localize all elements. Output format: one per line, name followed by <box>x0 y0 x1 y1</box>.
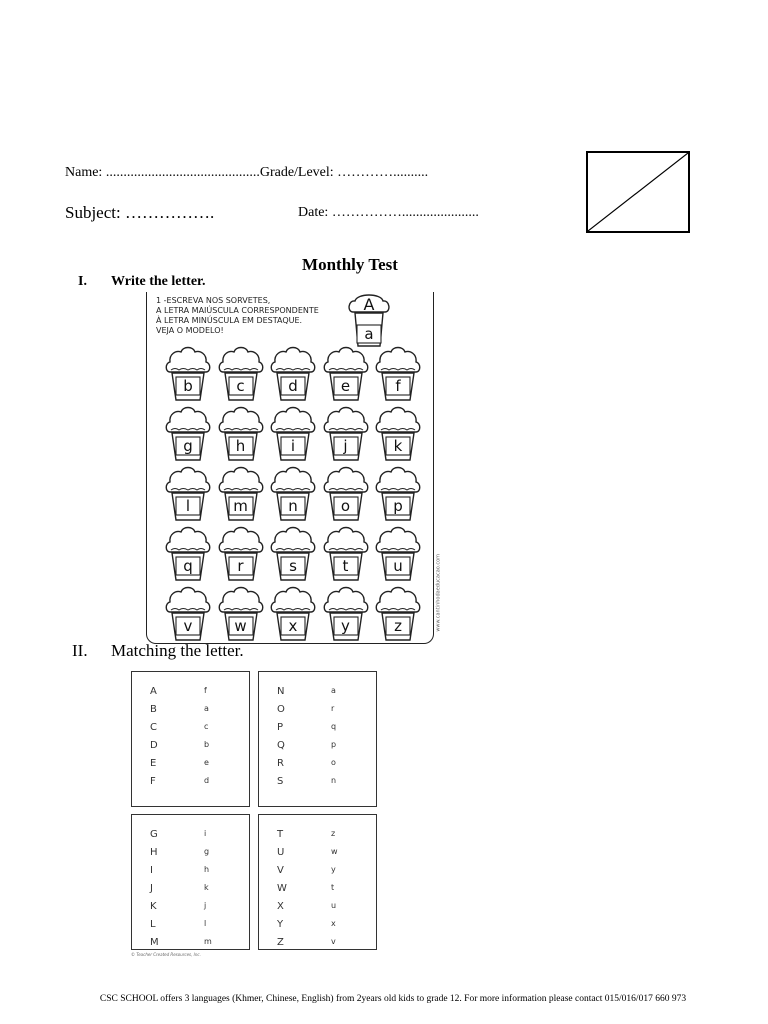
uppercase-letter[interactable]: N <box>277 686 285 697</box>
ice-cream-letter[interactable]: b <box>183 377 193 395</box>
matching-row <box>259 829 376 847</box>
ice-cream-letter[interactable]: v <box>183 617 193 635</box>
lowercase-letter[interactable]: w <box>331 847 338 856</box>
lowercase-letter[interactable]: x <box>331 919 336 928</box>
uppercase-letter[interactable]: E <box>150 758 157 769</box>
ice-cream-letter[interactable]: c <box>236 377 245 395</box>
ice-cream-letter[interactable]: d <box>288 377 298 395</box>
ice-cream-cone <box>269 524 317 582</box>
ice-cream-letter[interactable]: r <box>237 557 244 575</box>
matching-row <box>132 686 249 704</box>
ice-cream-letter[interactable]: g <box>183 437 193 455</box>
matching-row <box>132 901 249 919</box>
section-1-label: Write the letter. <box>111 274 206 289</box>
matching-row <box>259 758 376 776</box>
ice-cream-cone <box>217 524 265 582</box>
ice-cream-cone <box>269 584 317 642</box>
matching-row <box>259 847 376 865</box>
grade-level-field[interactable]: Grade/Level: ………….......... <box>259 165 429 180</box>
ice-cream-letter[interactable]: q <box>183 557 193 575</box>
matching-row <box>259 937 376 955</box>
uppercase-letter[interactable]: T <box>277 829 284 840</box>
ice-cream-letter[interactable]: i <box>290 437 296 455</box>
matching-row <box>259 883 376 901</box>
lowercase-letter[interactable]: l <box>204 919 207 928</box>
uppercase-letter[interactable]: F <box>150 776 156 787</box>
ice-cream-cone <box>164 404 212 462</box>
ice-cream-letter[interactable]: e <box>340 377 351 395</box>
ice-cream-letter[interactable]: s <box>289 557 297 575</box>
lowercase-letter[interactable]: a <box>331 686 336 695</box>
ice-cream-letter[interactable]: x <box>288 617 298 635</box>
uppercase-letter[interactable]: A <box>150 686 157 697</box>
uppercase-letter[interactable]: C <box>150 722 157 733</box>
matching-row <box>259 776 376 794</box>
uppercase-letter[interactable]: K <box>150 901 157 912</box>
matching-row <box>259 865 376 883</box>
ice-cream-cone <box>374 524 422 582</box>
lowercase-letter[interactable]: i <box>204 829 207 838</box>
worksheet-instructions: 1 -ESCREVA NOS SORVETES, A LETRA MAIÚSCULA CORRESPONDENTE À LETRA MINÚSCULA EM DESTAQUE. VEJA O MODELO! <box>156 296 319 335</box>
lowercase-letter[interactable]: v <box>331 937 336 946</box>
matching-row <box>259 722 376 740</box>
matching-row <box>132 776 249 794</box>
model-ice-cream <box>345 292 393 350</box>
matching-row <box>132 758 249 776</box>
uppercase-letter[interactable]: Q <box>277 740 285 751</box>
uppercase-letter[interactable]: P <box>277 722 284 733</box>
lowercase-letter[interactable]: u <box>331 901 337 910</box>
lowercase-letter[interactable]: h <box>204 865 210 874</box>
ice-cream-letter[interactable]: o <box>340 497 351 515</box>
ice-cream-worksheet <box>146 292 442 644</box>
ice-cream-cone <box>217 344 265 402</box>
uppercase-letter[interactable]: U <box>277 847 285 858</box>
ice-cream-cone <box>374 464 422 522</box>
ice-cream-letter[interactable]: m <box>233 497 248 515</box>
uppercase-letter[interactable]: Y <box>277 919 284 930</box>
matching-row <box>259 686 376 704</box>
matching-row <box>132 829 249 847</box>
lowercase-letter[interactable]: j <box>204 901 207 910</box>
uppercase-letter[interactable]: V <box>277 865 284 876</box>
matching-row <box>132 847 249 865</box>
uppercase-letter[interactable]: M <box>150 937 159 948</box>
ice-cream-letter[interactable]: k <box>393 437 403 455</box>
ice-cream-cone <box>374 584 422 642</box>
ice-cream-cone <box>322 464 370 522</box>
ice-cream-cone <box>164 524 212 582</box>
ice-cream-letter[interactable]: n <box>288 497 298 515</box>
ice-cream-letter[interactable]: t <box>342 557 349 575</box>
matching-card <box>258 671 377 807</box>
uppercase-letter[interactable]: Z <box>277 937 284 948</box>
model-lowercase: a <box>364 325 374 343</box>
lowercase-letter[interactable]: o <box>331 758 336 767</box>
ice-cream-cone <box>322 524 370 582</box>
lowercase-letter[interactable]: q <box>331 722 337 731</box>
ice-cream-cone <box>374 404 422 462</box>
ice-cream-cone <box>217 404 265 462</box>
ice-cream-letter[interactable]: j <box>343 437 348 455</box>
ice-cream-letter[interactable]: l <box>185 497 191 515</box>
uppercase-letter[interactable]: J <box>150 883 153 894</box>
matching-row <box>132 704 249 722</box>
uppercase-letter[interactable]: G <box>150 829 158 840</box>
ice-cream-cone <box>217 464 265 522</box>
ice-cream-cone <box>164 464 212 522</box>
date-field[interactable]: Date: ……………...................... <box>298 205 479 220</box>
subject-field[interactable]: Subject: ……………. <box>65 203 215 222</box>
section-2-label: Matching the letter. <box>111 641 244 660</box>
matching-row <box>259 901 376 919</box>
page-title: Monthly Test <box>302 255 398 274</box>
matching-row <box>132 740 249 758</box>
matching-row <box>132 883 249 901</box>
section-1-number: I. <box>78 274 87 289</box>
ice-cream-cone <box>322 584 370 642</box>
ice-cream-letter[interactable]: u <box>393 557 403 575</box>
ice-cream-cone <box>217 584 265 642</box>
uppercase-letter[interactable]: S <box>277 776 284 787</box>
ice-cream-letter[interactable]: z <box>394 617 402 635</box>
ice-cream-letter[interactable]: h <box>235 437 246 455</box>
score-box-diagonal <box>588 153 688 231</box>
ice-cream-cone <box>269 344 317 402</box>
lowercase-letter[interactable]: c <box>204 722 209 731</box>
matching-row <box>259 919 376 937</box>
lowercase-letter[interactable]: r <box>331 704 335 713</box>
model-uppercase: A <box>363 295 375 314</box>
matching-row <box>132 722 249 740</box>
lowercase-letter[interactable]: m <box>204 937 212 946</box>
ice-cream-cone <box>374 344 422 402</box>
uppercase-letter[interactable]: R <box>277 758 284 769</box>
lowercase-letter[interactable]: z <box>331 829 336 838</box>
lowercase-letter[interactable]: t <box>331 883 335 892</box>
matching-card <box>258 814 377 950</box>
matching-row <box>132 865 249 883</box>
ice-cream-letter[interactable]: p <box>393 497 403 515</box>
score-box <box>586 151 690 233</box>
ice-cream-letter[interactable]: f <box>395 377 401 395</box>
matching-row <box>259 740 376 758</box>
ice-cream-cone <box>164 344 212 402</box>
footer-note: CSC SCHOOL offers 3 languages (Khmer, Chinese, English) from 2years old kids to grade 12. For more information please contact 015/016/017 660 973 <box>99 994 687 1004</box>
ice-cream-cone <box>269 464 317 522</box>
lowercase-letter[interactable]: b <box>204 740 210 749</box>
uppercase-letter[interactable]: O <box>277 704 285 715</box>
ice-cream-cone <box>269 404 317 462</box>
matching-row <box>132 919 249 937</box>
uppercase-letter[interactable]: L <box>150 919 156 930</box>
worksheet-copyright: © Teacher Created Resources, Inc. <box>131 952 201 957</box>
lowercase-letter[interactable]: f <box>204 686 207 695</box>
uppercase-letter[interactable]: X <box>277 901 284 912</box>
lowercase-letter[interactable]: y <box>331 865 336 874</box>
section-2-number: II. <box>72 641 88 660</box>
lowercase-letter[interactable]: g <box>204 847 210 856</box>
ice-cream-cone <box>322 404 370 462</box>
uppercase-letter[interactable]: H <box>150 847 158 858</box>
matching-row <box>259 704 376 722</box>
matching-card <box>131 671 250 807</box>
worksheet-credit: www.cantinhodaeducacao.com <box>436 554 442 632</box>
uppercase-letter[interactable]: I <box>150 865 153 876</box>
uppercase-letter[interactable]: D <box>150 740 158 751</box>
name-field[interactable]: Name: ............................................ <box>65 165 260 180</box>
lowercase-letter[interactable]: e <box>204 758 209 767</box>
ice-cream-letter[interactable]: y <box>341 617 350 635</box>
lowercase-letter[interactable]: a <box>204 704 209 713</box>
ice-cream-cone <box>164 584 212 642</box>
ice-cream-cone <box>322 344 370 402</box>
name-grade-line <box>65 165 428 181</box>
lowercase-letter[interactable]: p <box>331 740 337 749</box>
lowercase-letter[interactable]: n <box>331 776 337 785</box>
lowercase-letter[interactable]: k <box>204 883 209 892</box>
uppercase-letter[interactable]: B <box>150 704 157 715</box>
uppercase-letter[interactable]: W <box>277 883 287 894</box>
ice-cream-letter[interactable]: w <box>234 617 247 635</box>
matching-card <box>131 814 250 950</box>
lowercase-letter[interactable]: d <box>204 776 210 785</box>
